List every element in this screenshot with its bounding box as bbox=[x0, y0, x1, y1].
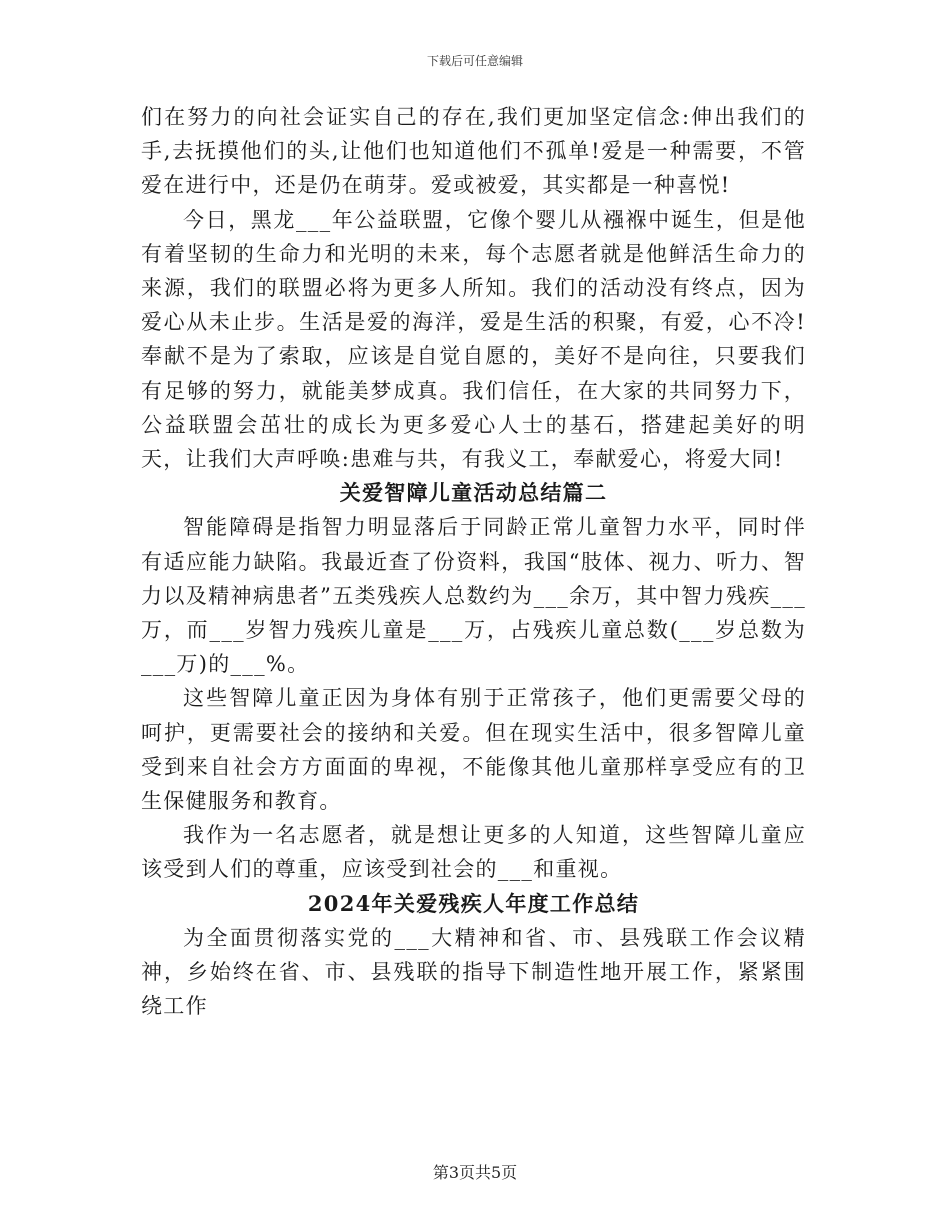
page-number: 第3页共5页 bbox=[432, 1163, 518, 1182]
paragraph-intellectual-disability: 智能障碍是指智力明显落后于同龄正常儿童智力水平，同时伴有适应能力缺陷。我最近查了份资料，我国“肢体、视力、听力、智力以及精神病患者”五类残疾人总数约为___余万，其中智力残疾___万，而___岁智力残疾儿童是___万，占残疾儿童总数(___岁总数为___万)的___%。 bbox=[141, 515, 806, 677]
paragraph-continuation: 们在努力的向社会证实自己的存在,我们更加坚定信念:伸出我们的手,去抚摸他们的头,让他们也知道他们不孤单!爱是一种需要，不管爱在进行中，还是仍在萌芽。爱或被爱，其实都是一种喜悦! bbox=[141, 105, 806, 198]
section-heading-annual-summary: 2024年关爱残疾人年度工作总结 bbox=[307, 890, 640, 916]
paragraph-volunteer: 我作为一名志愿者，就是想让更多的人知道，这些智障儿童应该受到人们的尊重，应该受到社会的___和重视。 bbox=[141, 823, 806, 882]
paragraph-alliance: 今日，黑龙___年公益联盟，它像个婴儿从襁褓中诞生，但是他有着坚韧的生命力和光明的未来，每个志愿者就是他鲜活生命力的来源，我们的联盟必将为更多人所知。我们的活动没有终点，因为爱心从未止步。生活是爱的海洋，爱是生活的积聚，有爱，心不冷!奉献不是为了索取，应该是自觉自愿的，美好不是向往，只要我们有足够的努力，就能美梦成真。我们信任，在大家的共同努力下，公益联盟会茁壮的成长为更多爱心人士的基石，搭建起美好的明天，让我们大声呼唤:患难与共，有我义工，奉献爱心，将爱大同! bbox=[141, 207, 806, 472]
document-body bbox=[141, 100, 806, 1023]
section-heading-children: 关爱智障儿童活动总结篇二 bbox=[339, 480, 608, 506]
page-header-note: 下载后可任意编辑 bbox=[426, 54, 523, 68]
paragraph-care-needs: 这些智障儿童正因为身体有别于正常孩子，他们更需要父母的呵护，更需要社会的接纳和关爱。但在现实生活中，很多智障儿童受到来自社会方方面面的卑视，不能像其他儿童那样享受应有的卫生保健服务和教育。 bbox=[141, 686, 806, 814]
paragraph-annual-work: 为全面贯彻落实党的___大精神和省、市、县残联工作会议精神，乡始终在省、市、县残联的指导下制造性地开展工作，紧紧围绕工作 bbox=[141, 925, 806, 1019]
